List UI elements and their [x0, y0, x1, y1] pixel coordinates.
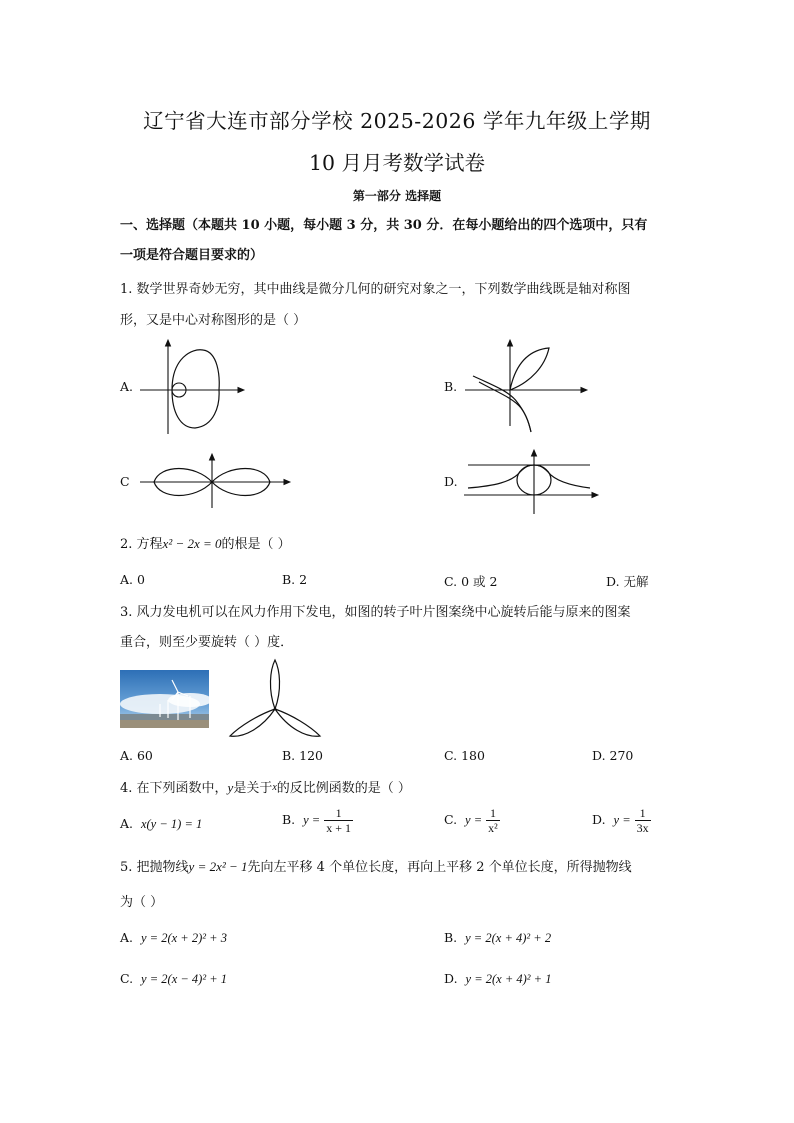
page-title-line2: 10 月月考数学试卷 — [308, 151, 486, 175]
question-5-line1 — [120, 857, 632, 878]
q4-option-a-expr: x(y − 1) = 1 — [140, 817, 203, 831]
q5-prefix: 5. 把抛物线 — [120, 860, 189, 875]
q2-option-b: B. 2 — [282, 572, 308, 587]
q4-var-x: x — [272, 782, 277, 793]
q4-option-d: D. y = $\frac{1}{3x}$ — [592, 806, 649, 835]
question-3-line1: 3. 风力发电机可以在风力作用下发电，如图的转子叶片图案绕中心旋转后能与原来的图案 — [120, 605, 631, 620]
q4-prefix: 4. 在下列函数中， — [120, 781, 228, 796]
question-1-line2: 形，又是中心对称图形的是（ ） — [120, 313, 307, 328]
q4-middle: 是关于 — [233, 781, 273, 796]
page-title-line1: 辽宁省大连市部分学校 2025-2026 学年九年级上学期 — [143, 109, 651, 133]
q4-option-c: C. y = $\frac{1}{\text{x²}}$ — [444, 806, 498, 835]
question-3-line2: 重合，则至少要旋转（ ）度． — [120, 635, 294, 650]
q5-equation: y = 2x² − 1 — [188, 859, 248, 874]
turbine-blade-diagram — [228, 660, 323, 742]
q2-option-d: D. 无解 — [606, 574, 649, 589]
q5-option-a: A. y = 2(x + 2)² + 3 — [120, 930, 227, 945]
q2-prefix: 2. 方程 — [120, 537, 163, 552]
q5-option-d: D. y = 2(x + 4)² + 1 — [444, 971, 552, 986]
q1-option-d-label: D. — [444, 474, 458, 489]
section-heading: 第一部分 选择题 — [352, 189, 442, 203]
question-2 — [120, 534, 291, 555]
q1-option-b-label: B. — [444, 379, 458, 394]
q2-suffix: 的根是（ ） — [221, 537, 291, 552]
q3-option-a: A. 60 — [120, 748, 153, 763]
q3-option-c: C. 180 — [444, 748, 485, 763]
q1-option-d-figure — [464, 448, 604, 518]
q4-option-b: B. y = $\frac{1}{x + 1}$ — [282, 806, 351, 835]
q1-option-b-figure — [465, 336, 595, 436]
instructions-line1: 一、选择题（本题共 10 小题，每小题 3 分，共 30 分．在每小题给出的四个选项中，只有 — [120, 218, 648, 233]
question-4 — [120, 778, 411, 799]
q4-var-y: y — [227, 780, 234, 795]
q4-suffix: 的反比例函数的是（ ） — [276, 781, 411, 796]
q2-option-a: A. 0 — [120, 572, 145, 587]
q5-option-c: C. y = 2(x − 4)² + 1 — [120, 971, 228, 986]
instructions-line2: 一项是符合题目要求的） — [120, 248, 264, 263]
question-1-line1: 1. 数学世界奇妙无穷，其中曲线是微分几何的研究对象之一，下列数学曲线既是轴对称图 — [120, 282, 631, 297]
q1-option-c-label: C — [120, 474, 130, 489]
q1-option-a-label: A. — [120, 379, 134, 394]
wind-turbine-photo — [120, 670, 209, 728]
question-5-line2: 为（ ） — [120, 895, 164, 910]
q2-option-c: C. 0 或 2 — [444, 574, 498, 589]
q4-option-a: A. x(y − 1) = 1 — [120, 816, 203, 831]
q2-equation: x² − 2x = 0 — [162, 536, 222, 551]
q3-option-b: B. 120 — [282, 748, 323, 763]
q5-suffix: 先向左平移 4 个单位长度，再向上平移 2 个单位长度，所得抛物线 — [247, 860, 632, 875]
q1-option-a-figure — [140, 336, 250, 436]
q1-option-c-figure — [140, 450, 300, 510]
q3-option-d: D. 270 — [592, 748, 634, 763]
q5-option-b: B. y = 2(x + 4)² + 2 — [444, 930, 552, 945]
